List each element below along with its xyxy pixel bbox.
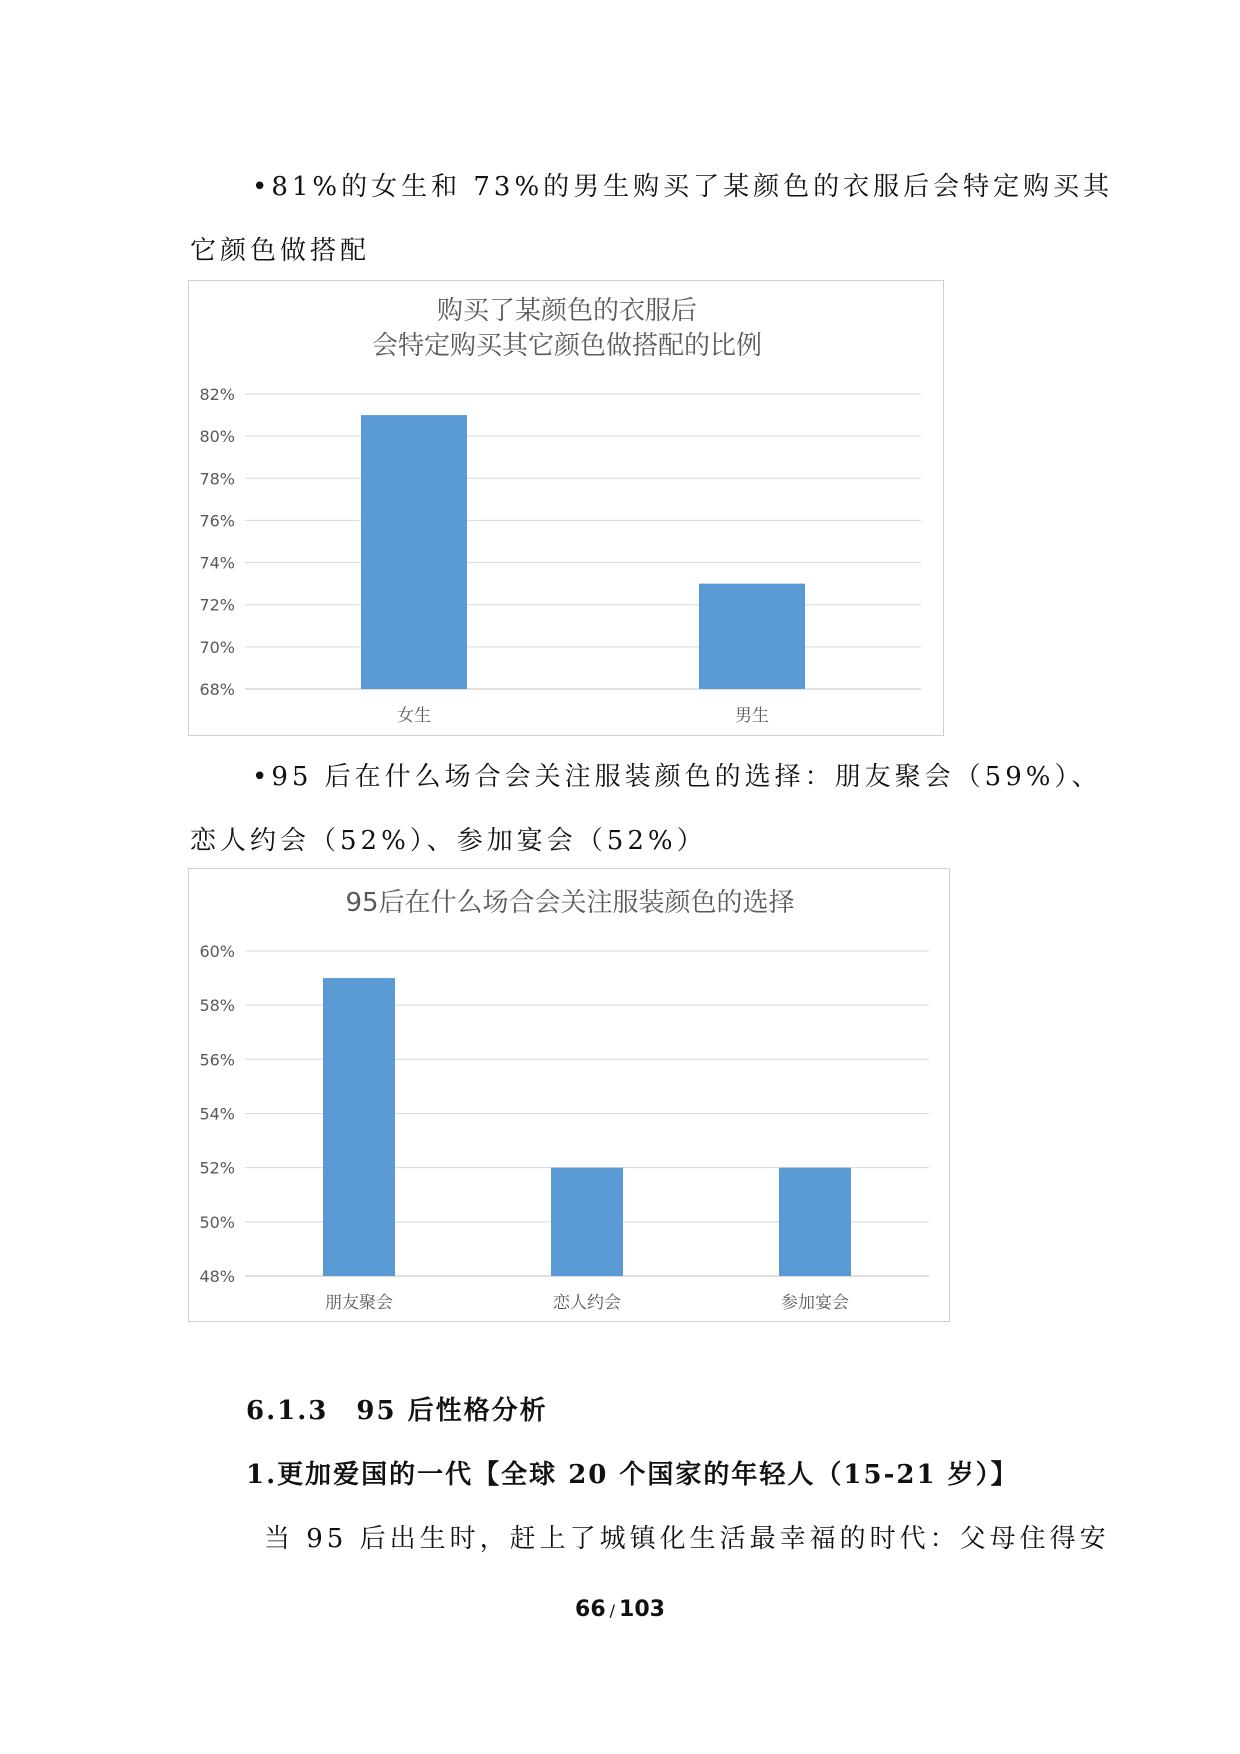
- y-tick-label: 54%: [199, 1104, 235, 1124]
- page-separator: /: [609, 1601, 616, 1620]
- chart-title-line: 95后在什么场合会关注服装颜色的选择: [345, 888, 795, 918]
- section-heading: 6.1.3 95 后性格分析: [246, 1396, 548, 1426]
- paragraph-1-line-2: 它颜色做搭配: [190, 236, 371, 266]
- paragraph-2-line-1: •95 后在什么场合会关注服装颜色的选择：朋友聚会（59%）、: [252, 762, 1102, 792]
- y-tick-label: 48%: [199, 1267, 235, 1286]
- y-tick-label: 70%: [199, 637, 235, 657]
- y-tick-label: 56%: [199, 1050, 235, 1070]
- page-total: 103: [619, 1597, 665, 1622]
- bar: [361, 415, 467, 689]
- y-tick-label: 78%: [199, 469, 235, 489]
- chart-svg: [189, 869, 951, 1323]
- section-subheading: 1.更加爱国的一代【全球 20 个国家的年轻人（15-21 岁）】: [246, 1460, 1019, 1490]
- y-tick-label: 58%: [199, 996, 235, 1016]
- y-tick-label: 68%: [199, 680, 235, 699]
- bar: [323, 978, 395, 1276]
- y-tick-label: 50%: [199, 1212, 235, 1232]
- x-category-label: 朋友聚会: [325, 1293, 393, 1313]
- x-category-label: 男生: [735, 706, 769, 726]
- y-tick-label: 76%: [199, 511, 235, 531]
- chart-title-line: 购买了某颜色的衣服后: [436, 296, 698, 326]
- page-current: 66: [575, 1597, 606, 1622]
- body-line: 当 95 后出生时，赶上了城镇化生活最幸福的时代：父母住得安: [264, 1524, 1110, 1554]
- paragraph-2-line-2: 恋人约会（52%）、参加宴会（52%）: [190, 826, 707, 856]
- y-tick-label: 72%: [199, 595, 235, 615]
- chart-title-line: 会特定购买其它颜色做搭配的比例: [371, 331, 763, 361]
- chart-occasions: [188, 868, 950, 1322]
- y-tick-label: 60%: [199, 942, 235, 961]
- y-tick-label: 52%: [199, 1158, 235, 1178]
- paragraph-1-line-1: •81%的女生和 73%的男生购买了某颜色的衣服后会特定购买其: [252, 172, 1114, 202]
- chart-color-matching: [188, 280, 944, 736]
- chart-svg: [189, 281, 945, 737]
- bar: [699, 584, 805, 689]
- y-tick-label: 82%: [199, 385, 235, 404]
- page-number: [0, 1597, 1240, 1622]
- x-category-label: 参加宴会: [781, 1293, 849, 1313]
- x-category-label: 女生: [397, 706, 431, 726]
- bar: [551, 1168, 623, 1276]
- bar: [779, 1168, 851, 1276]
- y-tick-label: 80%: [199, 427, 235, 447]
- y-tick-label: 74%: [199, 553, 235, 573]
- x-category-label: 恋人约会: [553, 1293, 621, 1313]
